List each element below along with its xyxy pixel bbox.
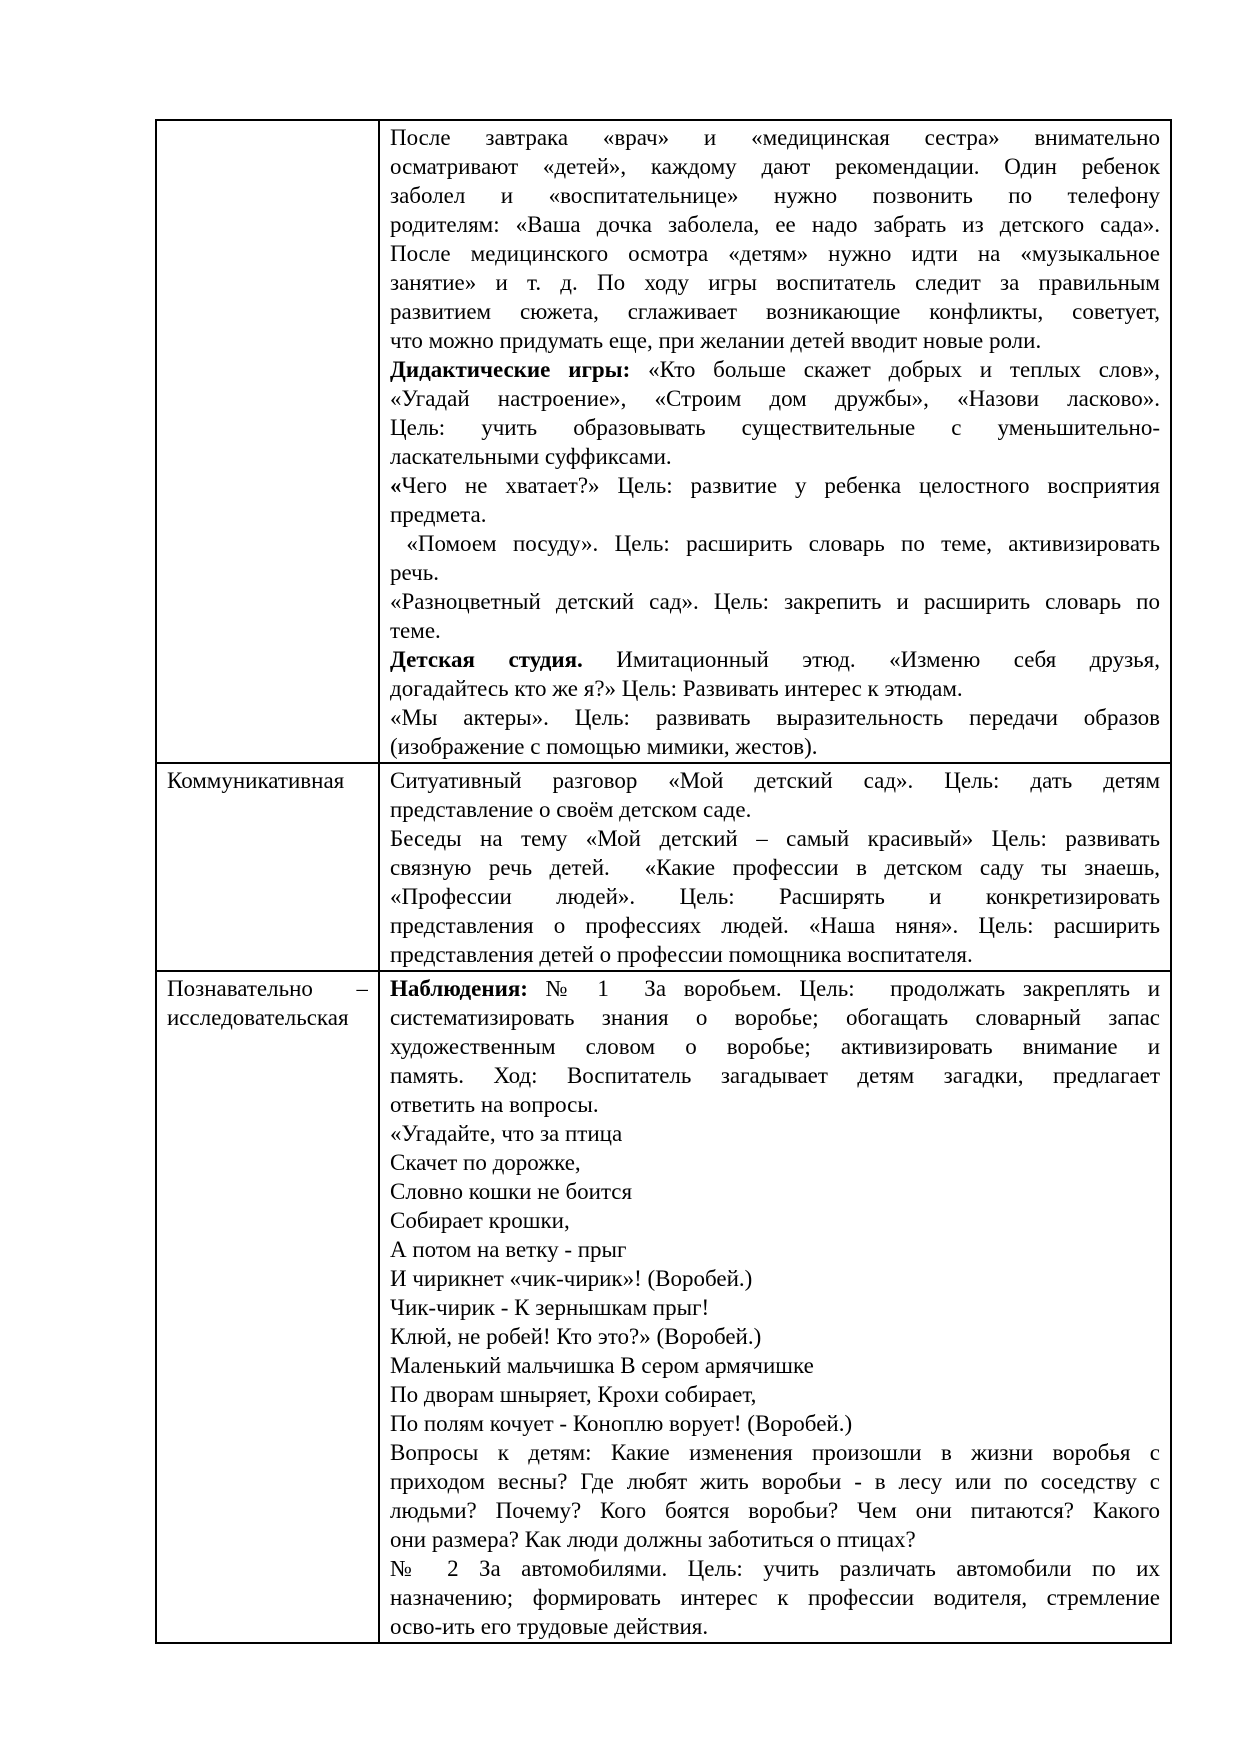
- content-line: [390, 974, 1160, 1003]
- content-line: [390, 1119, 1160, 1148]
- content-line: [390, 1090, 1160, 1119]
- content-line: [390, 413, 1160, 442]
- line-text: предмета.: [390, 502, 487, 527]
- line-text: осво-ить его трудовые действия.: [390, 1614, 709, 1639]
- line-text: Ситуативный разговор «Мой детский сад». Цель: дать детям: [390, 768, 1160, 793]
- line-text: художественным словом о воробье; активизировать внимание и: [390, 1034, 1160, 1059]
- line-text: «Мы актеры». Цель: развивать выразительность передачи образов: [390, 705, 1160, 730]
- content-line: [390, 1438, 1160, 1467]
- content-line: [390, 1525, 1160, 1554]
- content-line: [390, 703, 1160, 732]
- line-text: родителям: «Ваша дочка заболела, ее надо забрать из детского сада».: [390, 212, 1160, 237]
- content-line: [390, 1380, 1160, 1409]
- activity-type-label: [167, 766, 368, 795]
- activity-table: [155, 119, 1172, 1644]
- line-text: представления детей о профессии помощника воспитателя.: [390, 942, 973, 967]
- content-line: [390, 152, 1160, 181]
- line-text: И чирикнет «чик-чирик»! (Воробей.): [390, 1266, 753, 1291]
- content-line: [390, 500, 1160, 529]
- activity-type-cell: [156, 120, 379, 763]
- content-line: [390, 1467, 1160, 1496]
- content-line: [390, 587, 1160, 616]
- line-text: «Помоем посуду». Цель: расширить словарь по теме, активизировать: [390, 531, 1160, 556]
- line-text: людьми? Почему? Кого боятся воробьи? Чем они питаются? Какого: [390, 1498, 1160, 1523]
- line-text: Маленький мальчишка В сером армячишке: [390, 1353, 814, 1378]
- activity-type-cell: [156, 971, 379, 1643]
- content-line: [390, 384, 1160, 413]
- line-text: Чик-чирик - К зернышкам прыг!: [390, 1295, 710, 1320]
- content-line: [390, 1554, 1160, 1583]
- content-line: [390, 355, 1160, 384]
- line-text: После завтрака «врач» и «медицинская сестра» внимательно: [390, 125, 1160, 150]
- content-line: [390, 940, 1160, 969]
- line-text: систематизировать знания о воробье; обогащать словарный запас: [390, 1005, 1160, 1030]
- line-text: назначению; формировать интерес к профессии водителя, стремление: [390, 1585, 1160, 1610]
- content-line: [390, 645, 1160, 674]
- line-text: А потом на ветку - прыг: [390, 1237, 627, 1262]
- line-text: связную речь детей. «Какие профессии в детском саду ты знаешь,: [390, 855, 1160, 880]
- content-line: [390, 1409, 1160, 1438]
- content-line: [390, 732, 1160, 761]
- table-row: [156, 763, 1171, 971]
- content-line: [390, 1264, 1160, 1293]
- line-text: Скачет по дорожке,: [390, 1150, 581, 1175]
- bold-heading: Наблюдения:: [390, 976, 528, 1001]
- content-line: [390, 1496, 1160, 1525]
- content-line: [390, 297, 1160, 326]
- content-line: [390, 1293, 1160, 1322]
- line-text: Клюй, не робей! Кто это?» (Воробей.): [390, 1324, 762, 1349]
- content-line: [390, 1206, 1160, 1235]
- activity-type-label: [167, 974, 368, 1003]
- line-text: «Угадайте, что за птица: [390, 1121, 623, 1146]
- activity-content-cell: [379, 763, 1171, 971]
- content-line: [390, 210, 1160, 239]
- content-line: [390, 123, 1160, 152]
- activity-type-label: [167, 1003, 368, 1032]
- line-text: Коммуникативная: [167, 768, 345, 793]
- line-text: развитием сюжета, сглаживает возникающие конфликты, советует,: [390, 299, 1160, 324]
- activity-type-cell: [156, 763, 379, 971]
- line-text: занятие» и т. д. По ходу игры воспитатель следит за правильным: [390, 270, 1160, 295]
- line-text: представление о своём детском саде.: [390, 797, 752, 822]
- activity-content-cell: [379, 971, 1171, 1643]
- content-line: [390, 558, 1160, 587]
- content-line: [390, 1351, 1160, 1380]
- content-line: [390, 529, 1160, 558]
- line-text: ласкательными суффиксами.: [390, 444, 672, 469]
- content-line: [390, 239, 1160, 268]
- bold-heading: Детская студия.: [390, 647, 583, 672]
- table-row: [156, 120, 1171, 763]
- line-text: исследовательская: [167, 1005, 349, 1030]
- content-line: [390, 1235, 1160, 1264]
- line-text: они размера? Как люди должны заботиться о птицах?: [390, 1527, 916, 1552]
- line-text: «Кто больше скажет добрых и теплых слов»,: [630, 357, 1160, 382]
- bold-heading: «: [390, 473, 402, 498]
- line-text: Познавательно –: [167, 976, 368, 1001]
- line-text: Словно кошки не боится: [390, 1179, 633, 1204]
- line-text: теме.: [390, 618, 441, 643]
- line-text: представления о профессиях людей. «Наша няня». Цель: расширить: [390, 913, 1160, 938]
- line-text: «Угадай настроение», «Строим дом дружбы», «Назови ласково».: [390, 386, 1160, 411]
- content-line: [390, 326, 1160, 355]
- content-line: [390, 471, 1160, 500]
- line-text: (изображение с помощью мимики, жестов).: [390, 734, 818, 759]
- line-text: После медицинского осмотра «детям» нужно идти на «музыкальное: [390, 241, 1160, 266]
- table-row: [156, 971, 1171, 1643]
- line-text: заболел и «воспитательнице» нужно позвонить по телефону: [390, 183, 1160, 208]
- line-text: Беседы на тему «Мой детский – самый красивый» Цель: развивать: [390, 826, 1160, 851]
- line-text: № 1 За воробьем. Цель: продолжать закреплять и: [527, 976, 1160, 1001]
- line-text: что можно придумать еще, при желании детей вводит новые роли.: [390, 328, 1042, 353]
- line-text: приходом весны? Где любят жить воробьи - в лесу или по соседству с: [390, 1469, 1160, 1494]
- content-line: [390, 1177, 1160, 1206]
- activity-content-cell: [379, 120, 1171, 763]
- content-line: [390, 795, 1160, 824]
- line-text: Собирает крошки,: [390, 1208, 570, 1233]
- content-line: [390, 1612, 1160, 1641]
- line-text: ответить на вопросы.: [390, 1092, 599, 1117]
- line-text: «Разноцветный детский сад». Цель: закрепить и расширить словарь по: [390, 589, 1160, 614]
- content-line: [390, 1032, 1160, 1061]
- content-line: [390, 1061, 1160, 1090]
- line-text: Цель: учить образовывать существительные с уменьшительно-: [390, 415, 1160, 440]
- content-line: [390, 1003, 1160, 1032]
- bold-heading: Дидактические игры:: [390, 357, 631, 382]
- content-line: [390, 1583, 1160, 1612]
- line-text: По полям кочует - Коноплю ворует! (Воробей.): [390, 1411, 853, 1436]
- line-text: Имитационный этюд. «Изменю себя друзья,: [582, 647, 1160, 672]
- line-text: По дворам шныряет, Крохи собирает,: [390, 1382, 757, 1407]
- content-line: [390, 181, 1160, 210]
- content-line: [390, 1322, 1160, 1351]
- content-line: [390, 853, 1160, 882]
- line-text: Вопросы к детям: Какие изменения произошли в жизни воробья с: [390, 1440, 1160, 1465]
- line-text: Чего не хватает?» Цель: развитие у ребенка целостного восприятия: [401, 473, 1160, 498]
- content-line: [390, 616, 1160, 645]
- line-text: осматривают «детей», каждому дают рекомендации. Один ребенок: [390, 154, 1160, 179]
- line-text: речь.: [390, 560, 439, 585]
- content-line: [390, 1148, 1160, 1177]
- line-text: память. Ход: Воспитатель загадывает детям загадки, предлагает: [390, 1063, 1160, 1088]
- line-text: догадайтесь кто же я?» Цель: Развивать интерес к этюдам.: [390, 676, 963, 701]
- content-line: [390, 824, 1160, 853]
- content-line: [390, 442, 1160, 471]
- content-line: [390, 268, 1160, 297]
- content-line: [390, 882, 1160, 911]
- content-line: [390, 674, 1160, 703]
- line-text: «Профессии людей». Цель: Расширять и конкретизировать: [390, 884, 1160, 909]
- content-line: [390, 911, 1160, 940]
- line-text: № 2 За автомобилями. Цель: учить различать автомобили по их: [390, 1556, 1160, 1581]
- content-line: [390, 766, 1160, 795]
